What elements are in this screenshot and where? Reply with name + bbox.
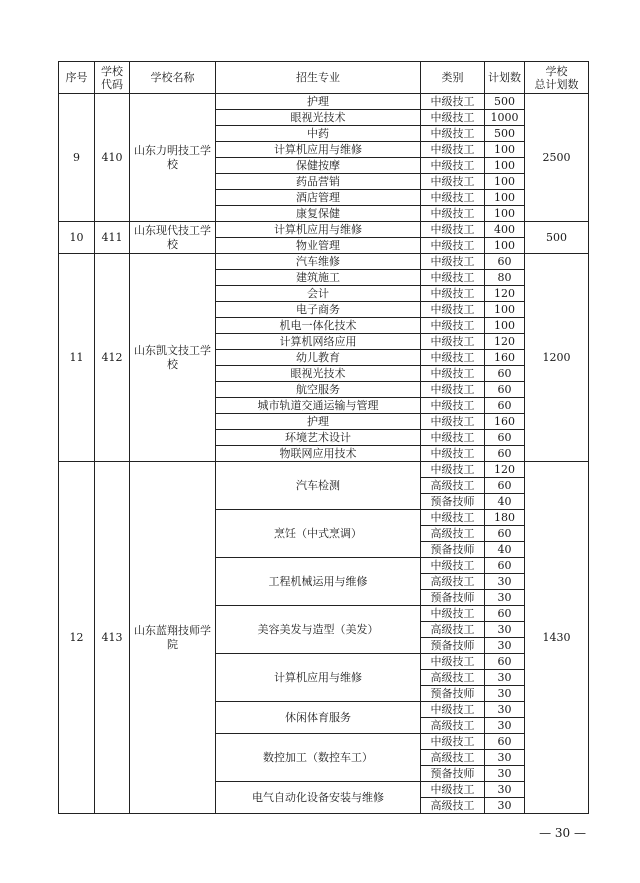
plan-count-cell: 60	[485, 446, 525, 462]
plan-count-cell: 30	[485, 590, 525, 606]
category-cell: 中级技工	[421, 702, 485, 718]
school-total-cell: 1200	[525, 254, 589, 462]
header-cell-major: 招生专业	[216, 62, 421, 94]
plan-count-cell: 100	[485, 158, 525, 174]
school-name-cell: 山东现代技工学校	[130, 222, 216, 254]
plan-count-cell: 100	[485, 190, 525, 206]
category-cell: 高级技工	[421, 670, 485, 686]
plan-count-cell: 100	[485, 174, 525, 190]
category-cell: 高级技工	[421, 750, 485, 766]
category-cell: 中级技工	[421, 206, 485, 222]
category-cell: 中级技工	[421, 254, 485, 270]
school-name-cell: 山东力明技工学校	[130, 94, 216, 222]
plan-count-cell: 30	[485, 574, 525, 590]
school-name-cell: 山东凯文技工学校	[130, 254, 216, 462]
major-cell: 数控加工（数控车工）	[216, 734, 421, 782]
plan-count-cell: 100	[485, 206, 525, 222]
table-row	[59, 254, 589, 270]
category-cell: 中级技工	[421, 238, 485, 254]
table-row	[59, 462, 589, 478]
plan-count-cell: 60	[485, 558, 525, 574]
major-cell: 休闲体育服务	[216, 702, 421, 734]
school-total-cell: 2500	[525, 94, 589, 222]
major-cell: 眼视光技术	[216, 366, 421, 382]
header-cell-no: 序号	[59, 62, 95, 94]
school-total-cell: 1430	[525, 462, 589, 814]
plan-count-cell: 30	[485, 702, 525, 718]
category-cell: 中级技工	[421, 222, 485, 238]
plan-count-cell: 30	[485, 670, 525, 686]
school-no-cell: 11	[59, 254, 95, 462]
major-cell: 康复保健	[216, 206, 421, 222]
major-cell: 城市轨道交通运输与管理	[216, 398, 421, 414]
school-code-cell: 412	[95, 254, 130, 462]
category-cell: 中级技工	[421, 190, 485, 206]
major-cell: 建筑施工	[216, 270, 421, 286]
category-cell: 预备技师	[421, 590, 485, 606]
major-cell: 机电一体化技术	[216, 318, 421, 334]
category-cell: 高级技工	[421, 718, 485, 734]
plan-count-cell: 500	[485, 126, 525, 142]
major-cell: 电气自动化设备安装与维修	[216, 782, 421, 814]
category-cell: 中级技工	[421, 446, 485, 462]
plan-count-cell: 40	[485, 494, 525, 510]
school-code-cell: 413	[95, 462, 130, 814]
category-cell: 预备技师	[421, 638, 485, 654]
category-cell: 预备技师	[421, 542, 485, 558]
category-cell: 中级技工	[421, 414, 485, 430]
plan-count-cell: 60	[485, 382, 525, 398]
school-no-cell: 12	[59, 462, 95, 814]
category-cell: 中级技工	[421, 286, 485, 302]
plan-count-cell: 180	[485, 510, 525, 526]
school-total-cell: 500	[525, 222, 589, 254]
category-cell: 中级技工	[421, 174, 485, 190]
plan-count-cell: 100	[485, 238, 525, 254]
header-cell-school: 学校名称	[130, 62, 216, 94]
plan-count-cell: 60	[485, 654, 525, 670]
table-row	[59, 94, 589, 110]
header-row	[59, 62, 589, 94]
category-cell: 高级技工	[421, 798, 485, 814]
major-cell: 会计	[216, 286, 421, 302]
major-cell: 计算机网络应用	[216, 334, 421, 350]
category-cell: 中级技工	[421, 318, 485, 334]
table-body	[59, 94, 589, 814]
enrollment-plan-table	[58, 61, 589, 814]
category-cell: 中级技工	[421, 366, 485, 382]
plan-count-cell: 80	[485, 270, 525, 286]
plan-count-cell: 30	[485, 686, 525, 702]
category-cell: 预备技师	[421, 686, 485, 702]
major-cell: 汽车维修	[216, 254, 421, 270]
plan-count-cell: 40	[485, 542, 525, 558]
category-cell: 中级技工	[421, 606, 485, 622]
major-cell: 护理	[216, 414, 421, 430]
major-cell: 药品营销	[216, 174, 421, 190]
category-cell: 中级技工	[421, 142, 485, 158]
category-cell: 中级技工	[421, 398, 485, 414]
plan-count-cell: 400	[485, 222, 525, 238]
category-cell: 中级技工	[421, 654, 485, 670]
plan-count-cell: 120	[485, 334, 525, 350]
header-cell-code: 学校 代码	[95, 62, 130, 94]
category-cell: 高级技工	[421, 526, 485, 542]
plan-count-cell: 60	[485, 606, 525, 622]
major-cell: 航空服务	[216, 382, 421, 398]
school-code-cell: 411	[95, 222, 130, 254]
category-cell: 中级技工	[421, 302, 485, 318]
plan-count-cell: 60	[485, 734, 525, 750]
major-cell: 电子商务	[216, 302, 421, 318]
category-cell: 中级技工	[421, 510, 485, 526]
plan-count-cell: 30	[485, 766, 525, 782]
major-cell: 幼儿教育	[216, 350, 421, 366]
major-cell: 计算机应用与维修	[216, 654, 421, 702]
major-cell: 烹饪（中式烹调）	[216, 510, 421, 558]
category-cell: 高级技工	[421, 622, 485, 638]
category-cell: 高级技工	[421, 478, 485, 494]
major-cell: 美容美发与造型（美发）	[216, 606, 421, 654]
plan-count-cell: 100	[485, 302, 525, 318]
plan-count-cell: 60	[485, 398, 525, 414]
category-cell: 中级技工	[421, 350, 485, 366]
plan-count-cell: 30	[485, 718, 525, 734]
plan-count-cell: 120	[485, 462, 525, 478]
major-cell: 计算机应用与维修	[216, 222, 421, 238]
category-cell: 中级技工	[421, 94, 485, 110]
page-number: — 30 —	[539, 826, 586, 840]
school-name-cell: 山东蓝翔技师学院	[130, 462, 216, 814]
plan-count-cell: 30	[485, 782, 525, 798]
header-cell-plan: 计划数	[485, 62, 525, 94]
category-cell: 高级技工	[421, 574, 485, 590]
category-cell: 中级技工	[421, 462, 485, 478]
category-cell: 中级技工	[421, 270, 485, 286]
major-cell: 中药	[216, 126, 421, 142]
category-cell: 预备技师	[421, 766, 485, 782]
major-cell: 汽车检测	[216, 462, 421, 510]
major-cell: 护理	[216, 94, 421, 110]
category-cell: 中级技工	[421, 334, 485, 350]
category-cell: 预备技师	[421, 494, 485, 510]
category-cell: 中级技工	[421, 110, 485, 126]
plan-count-cell: 160	[485, 414, 525, 430]
school-code-cell: 410	[95, 94, 130, 222]
plan-count-cell: 30	[485, 750, 525, 766]
header-cell-total: 学校 总计划数	[525, 62, 589, 94]
major-cell: 保健按摩	[216, 158, 421, 174]
plan-count-cell: 60	[485, 478, 525, 494]
plan-count-cell: 100	[485, 318, 525, 334]
plan-count-cell: 120	[485, 286, 525, 302]
plan-count-cell: 500	[485, 94, 525, 110]
category-cell: 中级技工	[421, 430, 485, 446]
category-cell: 中级技工	[421, 734, 485, 750]
major-cell: 计算机应用与维修	[216, 142, 421, 158]
school-no-cell: 9	[59, 94, 95, 222]
major-cell: 物业管理	[216, 238, 421, 254]
major-cell: 工程机械运用与维修	[216, 558, 421, 606]
major-cell: 环境艺术设计	[216, 430, 421, 446]
major-cell: 眼视光技术	[216, 110, 421, 126]
category-cell: 中级技工	[421, 558, 485, 574]
plan-count-cell: 1000	[485, 110, 525, 126]
category-cell: 中级技工	[421, 126, 485, 142]
header-cell-category: 类别	[421, 62, 485, 94]
plan-count-cell: 30	[485, 638, 525, 654]
category-cell: 中级技工	[421, 382, 485, 398]
major-cell: 酒店管理	[216, 190, 421, 206]
plan-count-cell: 60	[485, 254, 525, 270]
plan-count-cell: 60	[485, 526, 525, 542]
plan-count-cell: 60	[485, 366, 525, 382]
plan-count-cell: 160	[485, 350, 525, 366]
table-row	[59, 222, 589, 238]
category-cell: 中级技工	[421, 782, 485, 798]
plan-count-cell: 60	[485, 430, 525, 446]
plan-count-cell: 30	[485, 798, 525, 814]
school-no-cell: 10	[59, 222, 95, 254]
major-cell: 物联网应用技术	[216, 446, 421, 462]
plan-count-cell: 30	[485, 622, 525, 638]
category-cell: 中级技工	[421, 158, 485, 174]
plan-count-cell: 100	[485, 142, 525, 158]
